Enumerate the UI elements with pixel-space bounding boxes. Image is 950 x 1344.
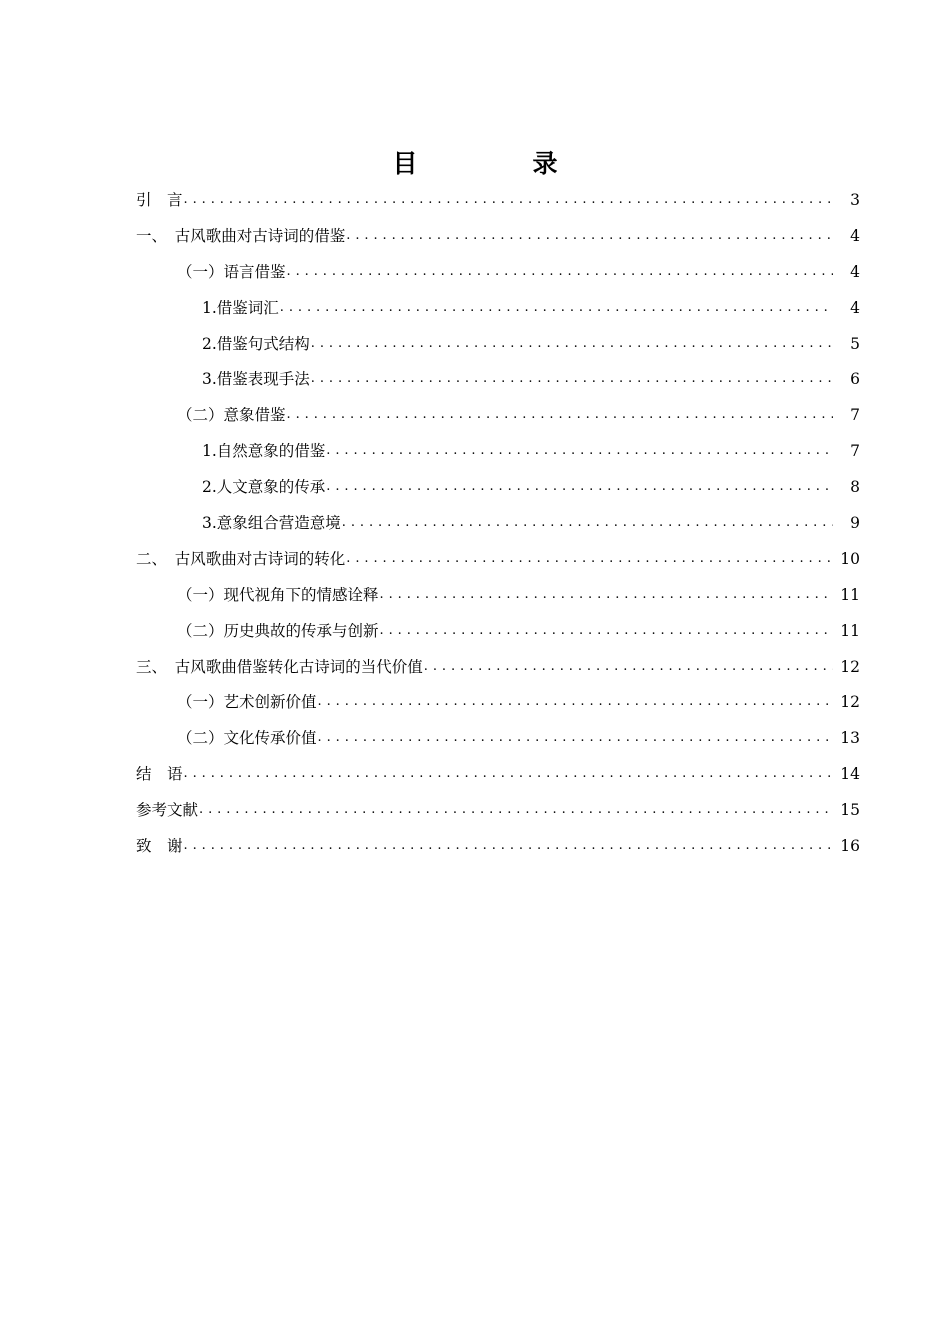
toc-entry[interactable] bbox=[0, 469, 950, 505]
toc-entry-label: 2.人文意象的传承 bbox=[202, 478, 326, 497]
toc-entry-label: 结 语 bbox=[136, 765, 183, 784]
toc-dot-leader bbox=[424, 657, 833, 677]
toc-entry-page-number: 12 bbox=[840, 657, 860, 676]
toc-entry-label: （二）文化传承价值 bbox=[177, 729, 317, 748]
toc-entry-page-number: 3 bbox=[850, 190, 860, 209]
toc-entry-page-number: 10 bbox=[840, 549, 860, 568]
toc-dot-leader bbox=[380, 621, 833, 641]
toc-entry-page-number: 11 bbox=[840, 621, 860, 640]
toc-dot-leader bbox=[311, 369, 833, 389]
toc-entry-label: 2.借鉴句式结构 bbox=[202, 334, 310, 353]
toc-dot-leader bbox=[287, 405, 833, 425]
toc-entry-label: 1.借鉴词汇 bbox=[202, 298, 279, 317]
toc-dot-leader bbox=[311, 334, 833, 354]
toc-entry[interactable] bbox=[0, 361, 950, 397]
toc-entry[interactable] bbox=[0, 720, 950, 756]
toc-entry-page-number: 15 bbox=[840, 801, 860, 820]
toc-entry[interactable] bbox=[0, 649, 950, 685]
toc-entry-label: 参考文献 bbox=[136, 801, 199, 820]
toc-dot-leader bbox=[199, 800, 833, 820]
toc-entry-page-number: 8 bbox=[850, 478, 860, 497]
toc-entry-page-number: 9 bbox=[850, 513, 860, 532]
toc-entry-page-number: 14 bbox=[840, 765, 860, 784]
toc-entry-label: 3.意象组合营造意境 bbox=[202, 513, 341, 532]
toc-dot-leader bbox=[287, 262, 833, 282]
toc-entry-label: （二）意象借鉴 bbox=[177, 406, 286, 425]
toc-dot-leader bbox=[318, 728, 833, 748]
toc-entry[interactable] bbox=[0, 290, 950, 326]
toc-entry-label: 致 谢 bbox=[136, 836, 183, 855]
toc-entry-page-number: 4 bbox=[850, 298, 860, 317]
toc-entry-page-number: 4 bbox=[850, 226, 860, 245]
toc-entry-label: 二、 古风歌曲对古诗词的转化 bbox=[136, 549, 346, 568]
toc-entry-label: 一、 古风歌曲对古诗词的借鉴 bbox=[136, 226, 346, 245]
toc-entry[interactable] bbox=[0, 397, 950, 433]
toc-entry[interactable] bbox=[0, 756, 950, 792]
toc-entry-label: （一）语言借鉴 bbox=[177, 262, 286, 281]
toc-entry-page-number: 4 bbox=[850, 262, 860, 281]
toc-dot-leader bbox=[346, 549, 833, 569]
toc-entry-page-number: 5 bbox=[850, 334, 860, 353]
toc-entry[interactable] bbox=[0, 541, 950, 577]
toc-entry-page-number: 7 bbox=[850, 442, 860, 461]
toc-entry-page-number: 12 bbox=[840, 693, 860, 712]
toc-dot-leader bbox=[326, 477, 833, 497]
toc-entry[interactable] bbox=[0, 254, 950, 290]
toc-dot-leader bbox=[280, 298, 833, 318]
toc-entry[interactable] bbox=[0, 828, 950, 864]
toc-entry-label: （一）现代视角下的情感诠释 bbox=[177, 585, 379, 604]
toc-entry-label: 3.借鉴表现手法 bbox=[202, 370, 310, 389]
toc-entry-label: 引 言 bbox=[136, 190, 183, 209]
toc-entry-label: （一）艺术创新价值 bbox=[177, 693, 317, 712]
toc-entry-label: （二）历史典故的传承与创新 bbox=[177, 621, 379, 640]
toc-dot-leader bbox=[380, 585, 833, 605]
toc-entry-page-number: 16 bbox=[840, 836, 860, 855]
toc-dot-leader bbox=[342, 513, 833, 533]
toc-entry[interactable] bbox=[0, 326, 950, 362]
toc-entry-page-number: 6 bbox=[850, 370, 860, 389]
toc-entry[interactable] bbox=[0, 577, 950, 613]
toc-list bbox=[0, 182, 950, 864]
toc-dot-leader bbox=[326, 441, 833, 461]
toc-entry-page-number: 11 bbox=[840, 585, 860, 604]
toc-entry[interactable] bbox=[0, 505, 950, 541]
toc-entry-page-number: 13 bbox=[840, 729, 860, 748]
toc-entry[interactable] bbox=[0, 218, 950, 254]
toc-dot-leader bbox=[184, 764, 833, 784]
toc-entry[interactable] bbox=[0, 433, 950, 469]
toc-entry-label: 1.自然意象的借鉴 bbox=[202, 442, 326, 461]
toc-entry[interactable] bbox=[0, 792, 950, 828]
toc-dot-leader bbox=[318, 692, 833, 712]
toc-entry-label: 三、 古风歌曲借鉴转化古诗词的当代价值 bbox=[136, 657, 423, 676]
toc-entry-page-number: 7 bbox=[850, 406, 860, 425]
toc-dot-leader bbox=[184, 836, 833, 856]
toc-entry[interactable] bbox=[0, 684, 950, 720]
toc-dot-leader bbox=[184, 190, 833, 210]
toc-title: 目 录 bbox=[392, 149, 603, 178]
toc-entry[interactable] bbox=[0, 613, 950, 649]
toc-dot-leader bbox=[346, 226, 833, 246]
toc-entry[interactable] bbox=[0, 182, 950, 218]
